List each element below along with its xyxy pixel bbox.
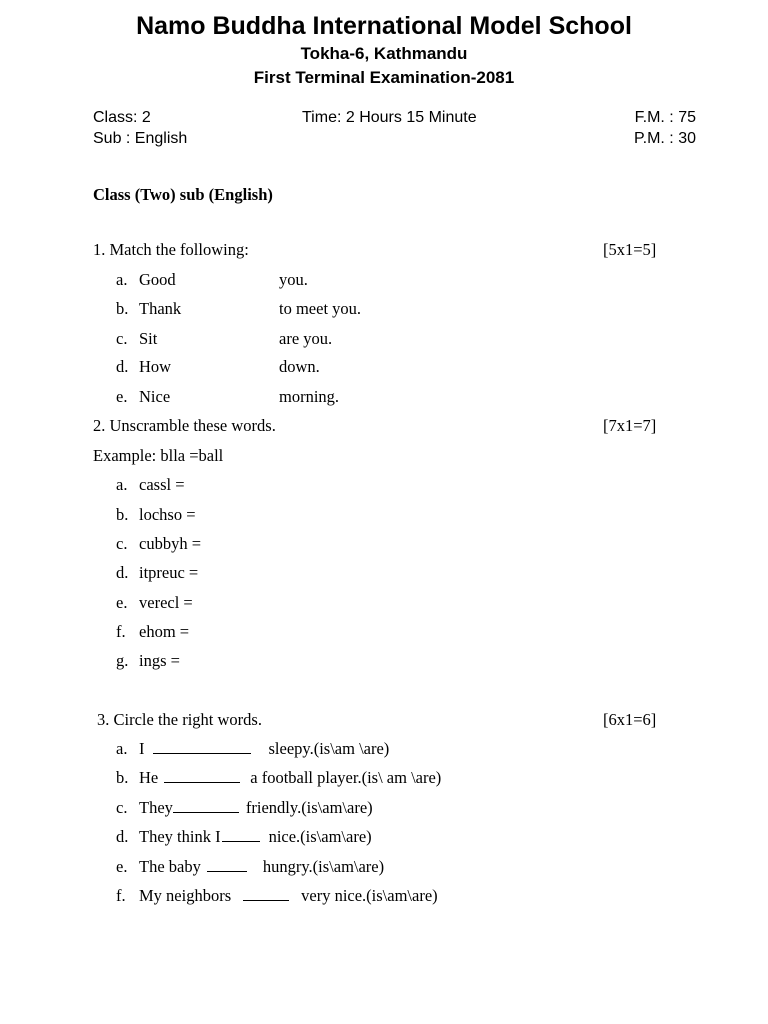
list-item-letter: c. — [116, 329, 128, 348]
match-left: Sit — [139, 329, 158, 348]
list-item-letter: c. — [116, 798, 128, 817]
question-1-marks: [5x1=5] — [603, 240, 657, 259]
unscramble-word: cassl = — [139, 475, 185, 494]
sentence-end: very nice.(is\am\are) — [301, 886, 438, 905]
question-2-marks: [7x1=7] — [603, 416, 657, 435]
match-left: Good — [139, 270, 176, 289]
sentence-start: My neighbors — [139, 886, 232, 905]
sentence-start: The baby — [139, 857, 201, 876]
section-title: Class (Two) sub (English) — [93, 185, 273, 204]
sentence-end: nice.(is\am\are) — [268, 827, 372, 846]
list-item-letter: d. — [116, 827, 129, 846]
subject-label: Sub : English — [93, 130, 188, 147]
list-item-letter: a. — [116, 739, 128, 758]
school-address: Tokha-6, Kathmandu — [300, 44, 468, 63]
blank-line — [164, 768, 240, 783]
blank-line — [207, 857, 247, 872]
list-item-letter: g. — [116, 651, 129, 670]
school-name: Namo Buddha International Model School — [136, 12, 632, 40]
full-marks: F.M. : 75 — [634, 109, 696, 126]
sentence-start: I — [139, 739, 145, 758]
blank-line — [173, 798, 239, 813]
list-item-letter: f. — [116, 886, 126, 905]
exam-title: First Terminal Examination-2081 — [253, 68, 515, 87]
sentence-end: hungry.(is\am\are) — [262, 857, 385, 876]
list-item-letter: e. — [116, 857, 128, 876]
blank-line — [153, 739, 251, 754]
blank-line — [243, 886, 289, 901]
sentence-line — [139, 768, 441, 788]
unscramble-word: itpreuc = — [139, 563, 199, 582]
sentence-line — [139, 886, 438, 906]
list-item-letter: e. — [116, 387, 128, 406]
question-1-title: 1. Match the following: — [93, 240, 249, 259]
sentence-start: They — [139, 798, 173, 817]
sentence-start: They think I — [139, 827, 221, 846]
sentence-line — [139, 739, 389, 759]
match-left: Thank — [139, 299, 182, 318]
class-label: Class: 2 — [93, 109, 151, 126]
question-3-title: 3. Circle the right words. — [97, 710, 262, 729]
time-label: Time: 2 Hours 15 Minute — [302, 109, 477, 126]
list-item-letter: c. — [116, 534, 128, 553]
list-item-letter: a. — [116, 475, 128, 494]
unscramble-word: lochso = — [139, 505, 196, 524]
sentence-end: friendly.(is\am\are) — [245, 798, 373, 817]
match-right: to meet you. — [279, 299, 362, 318]
match-right: are you. — [279, 329, 333, 348]
sentence-line — [139, 857, 384, 877]
unscramble-word: verecl = — [139, 593, 193, 612]
sentence-start: He — [139, 768, 159, 787]
unscramble-word: ings = — [139, 651, 180, 670]
list-item-letter: d. — [116, 563, 129, 582]
sentence-line — [139, 798, 373, 818]
sentence-end: a football player.(is\ am \are) — [250, 768, 442, 787]
list-item-letter: d. — [116, 357, 129, 376]
question-2-title: 2. Unscramble these words. — [93, 416, 276, 435]
list-item-letter: b. — [116, 505, 129, 524]
match-left: Nice — [139, 387, 171, 406]
list-item-letter: e. — [116, 593, 128, 612]
sentence-end: sleepy.(is\am \are) — [268, 739, 390, 758]
blank-line — [222, 827, 260, 842]
question-3-marks: [6x1=6] — [603, 710, 657, 729]
match-right: down. — [279, 357, 320, 376]
question-2-example: Example: blla =ball — [93, 446, 224, 465]
unscramble-word: cubbyh = — [139, 534, 202, 553]
match-right: you. — [279, 270, 308, 289]
match-left: How — [139, 357, 172, 376]
sentence-line — [139, 827, 372, 847]
list-item-letter: a. — [116, 270, 128, 289]
list-item-letter: b. — [116, 768, 129, 787]
list-item-letter: b. — [116, 299, 129, 318]
match-right: morning. — [279, 387, 340, 406]
pass-marks: P.M. : 30 — [634, 130, 696, 147]
list-item-letter: f. — [116, 622, 126, 641]
unscramble-word: ehom = — [139, 622, 190, 641]
